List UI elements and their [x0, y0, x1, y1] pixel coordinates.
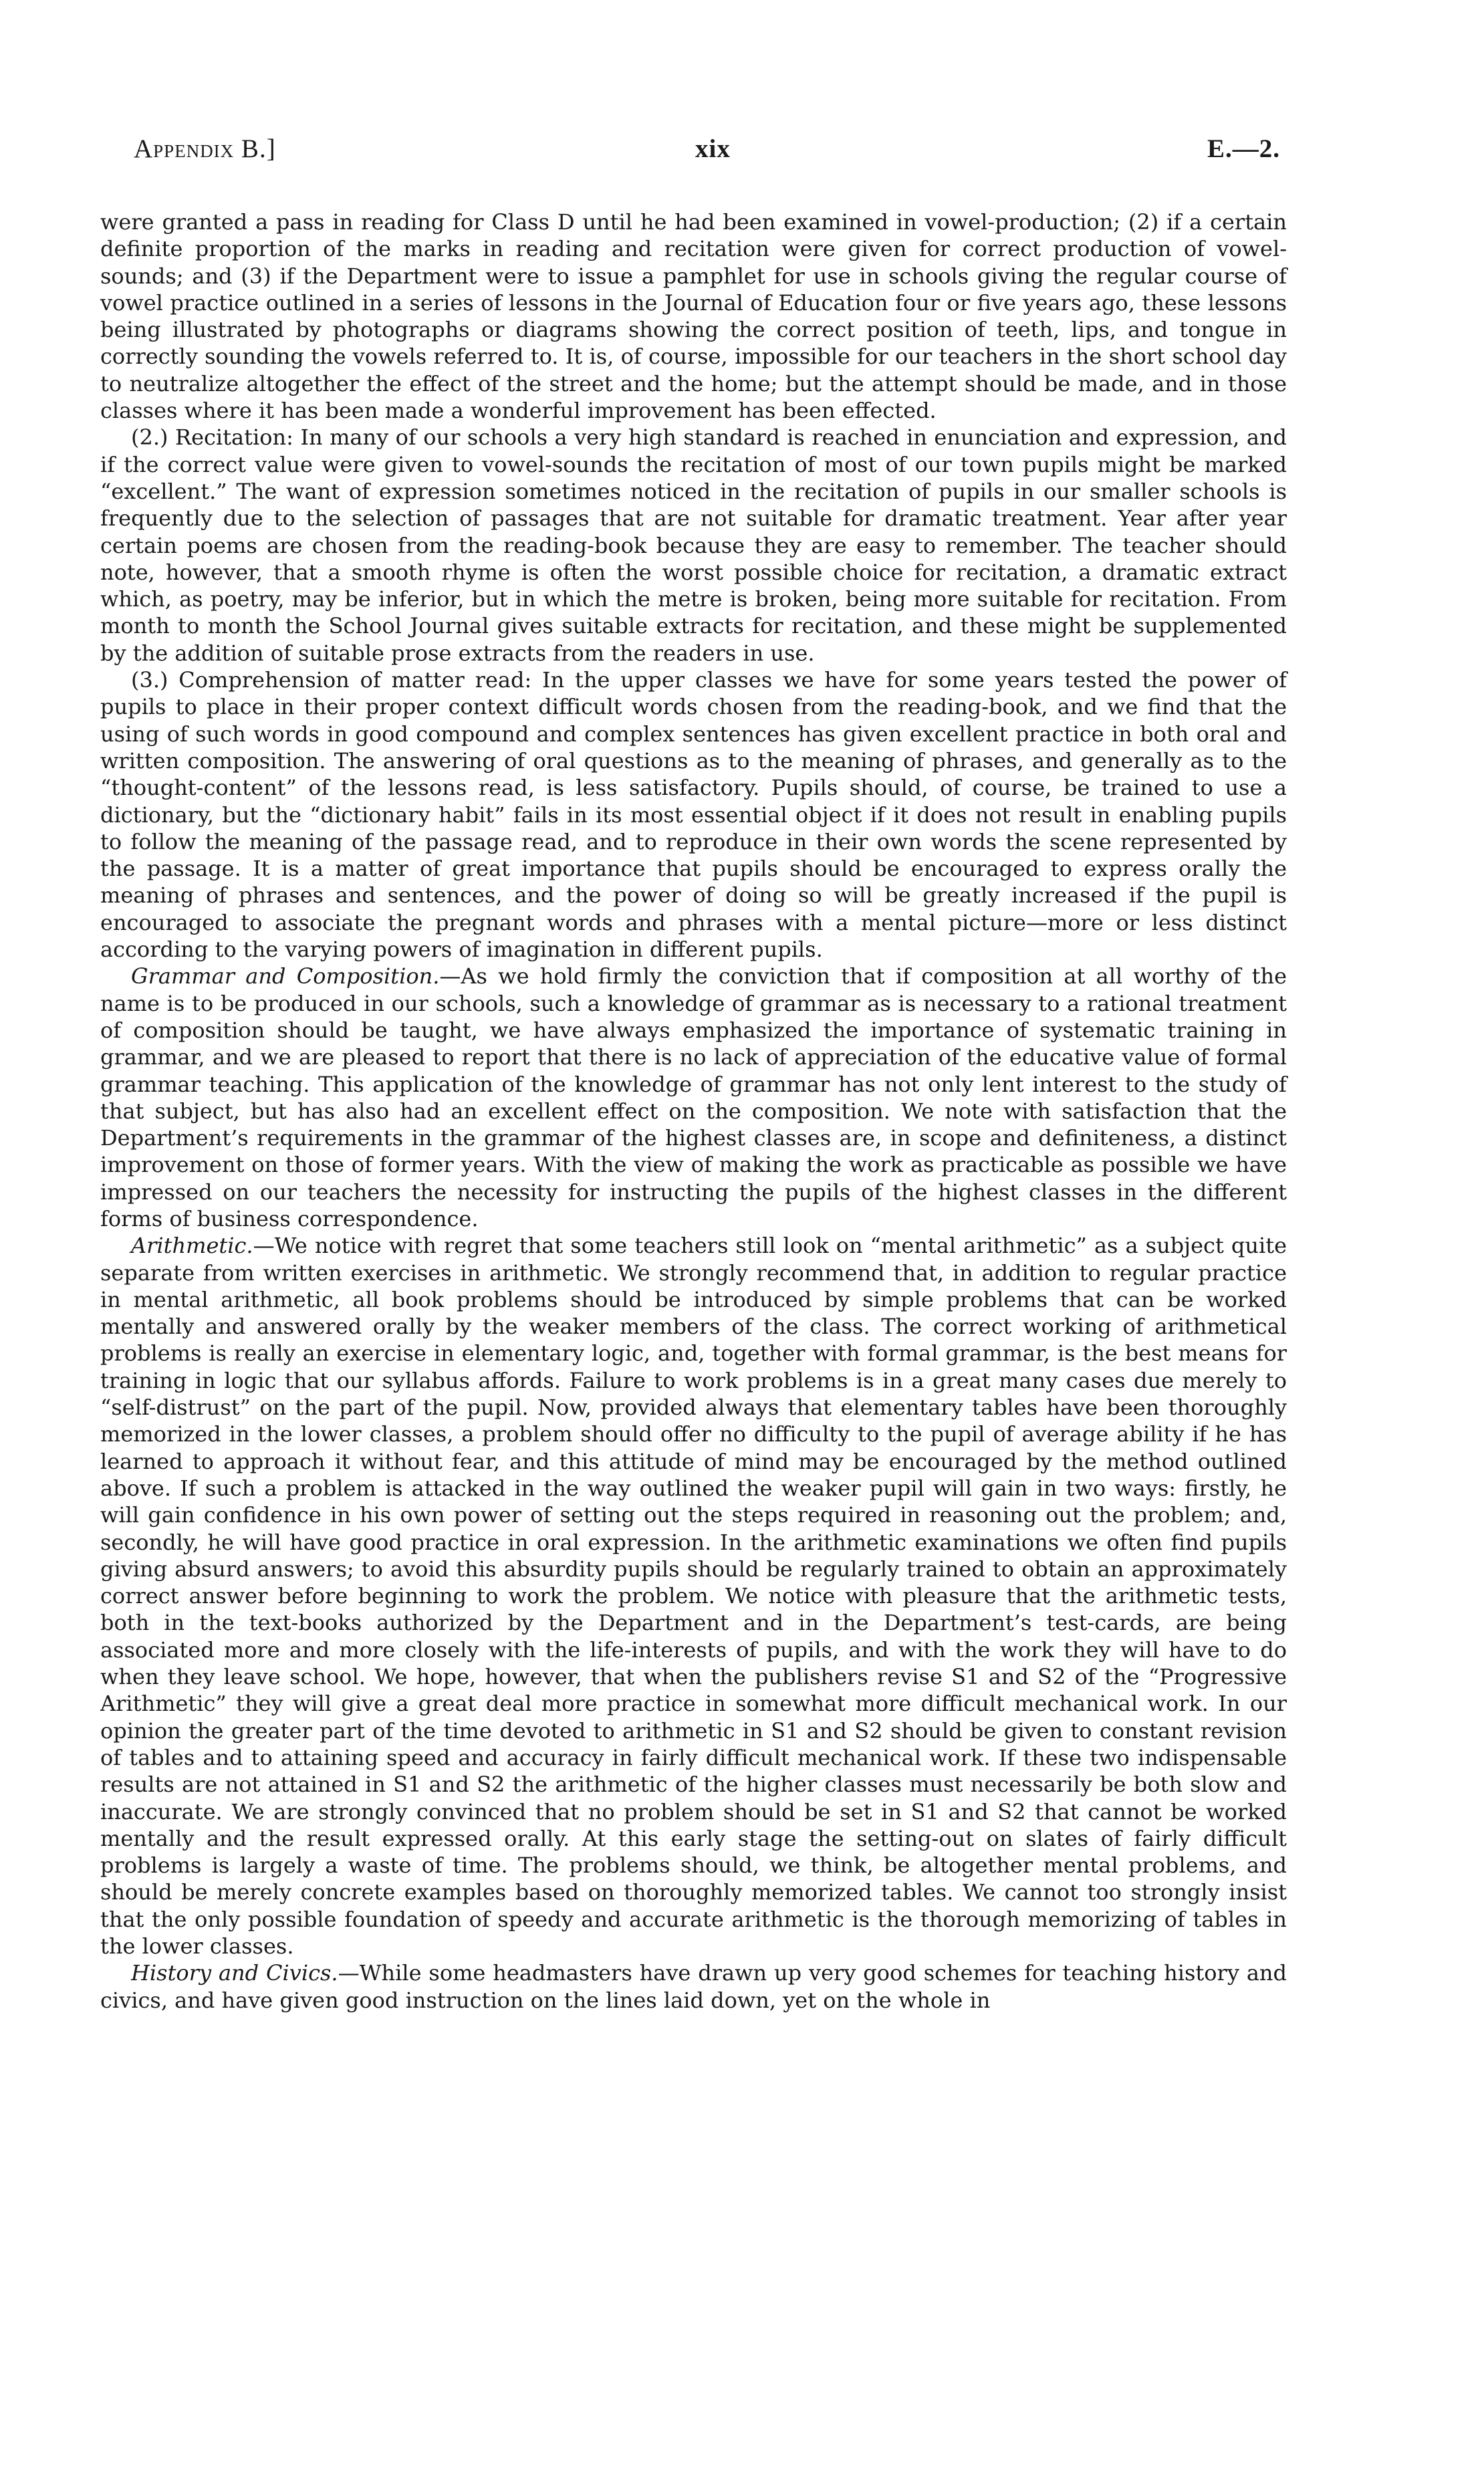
paragraph-comprehension [100, 667, 1287, 963]
body-text [100, 209, 1287, 2014]
paragraph-text: —As we hold firmly the conviction that if composition at all worthy of the name is to be produced in our schools, such a knowledge of grammar as is necessary to a rational treatment of composition should be taught, we have always emphasized the importance of systematic training in grammar, and we are pleased to report that there is no lack of appreciation of the educative value of formal grammar teaching. This application of the knowledge of grammar has not only lent interest to the study of that subject, but has also had an excellent effect on the composition. We note with satisfaction that the Department’s requirements in the grammar of the highest classes are, in scope and definiteness, a distinct improvement on those of former years. With the view of making the work as practicable as possible we have impressed on our teachers the necessity for instructing the pupils of the highest classes in the different forms of business correspondence. [100, 963, 1287, 1231]
paragraph-vowel-production [100, 209, 1287, 424]
paragraph-text: (3.) Comprehension of matter read: In the upper classes we have for some years tested the power of pupils to place in their proper context difficult words chosen from the reading-book, and we find that the using of such words in good compound and complex sentences has given excellent practice in both oral and written composition. The answering of oral questions as to the meaning of phrases, and generally as to the “thought-content” of the lessons read, is less satisfactory. Pupils should, of course, be trained to use a dictionary, but the “dictionary habit” fails in its most essential object if it does not result in enabling pupils to follow the meaning of the passage read, and to reproduce in their own words the scene represented by the passage. It is a matter of great importance that pupils should be encouraged to express orally the meaning of phrases and sentences, and the power of doing so will be greatly increased if the pupil is encouraged to associate the pregnant words and phrases with a mental picture—more or less distinct according to the varying powers of imagination in different pupils. [100, 667, 1287, 963]
paragraph-recitation [100, 424, 1287, 667]
paragraph-grammar-composition [100, 963, 1287, 1232]
header-appendix-label: Appendix B.] [134, 134, 276, 163]
paragraph-heading: Arithmetic. [131, 1233, 253, 1259]
paragraph-text: —While some headmasters have drawn up very good schemes for teaching history and civics, and have given good instruction on the lines laid down, yet on the whole in [100, 1960, 1287, 2013]
page-header [134, 134, 1280, 174]
paragraph-heading: Grammar and Composition. [131, 963, 440, 989]
paragraph-text: —We notice with regret that some teachers still look on “mental arithmetic” as a subject quite separate from written exercises in arithmetic. We strongly recommend that, in addition to regular practice in mental arithmetic, all book problems should be introduced by simple problems that can be worked mentally and answered orally by the weaker members of the class. The correct working of arithmetical problems is really an exercise in elementary logic, and, together with formal grammar, is the best means for training in logic that our syllabus affords. Failure to work problems is in a great many cases due merely to “self-distrust” on the part of the pupil. Now, provided always that elementary tables have been thoroughly memorized in the lower classes, a problem should offer no difficulty to the pupil of average ability if he has learned to approach it without fear, and this attitude of mind may be encouraged by the method outlined above. If such a problem is attacked in the way outlined the weaker pupil will gain in two ways: firstly, he will gain confidence in his own power of setting out the steps required in reasoning out the problem; and, secondly, he will have good practice in oral expression. In the arithmetic examinations we often find pupils giving absurd answers; to avoid this absurdity pupils should be regularly trained to obtain an approximately correct answer before beginning to work the problem. We notice with pleasure that the arithmetic tests, both in the text-books authorized by the Department and in the Department’s test-cards, are being associated more and more closely with the life-interests of pupils, and with the work they will have to do when they leave school. We hope, however, that when the publishers revise S1 and S2 of the “Progressive Arithmetic” they will give a great deal more practice in somewhat more difficult mechanical work. In our opinion the greater part of the time devoted to arithmetic in S1 and S2 should be given to constant revision of tables and to attaining speed and accuracy in fairly difficult mechanical work. If these two indispensable results are not attained in S1 and S2 the arithmetic of the higher classes must necessarily be both slow and inaccurate. We are strongly convinced that no problem should be set in S1 and S2 that cannot be worked mentally and the result expressed orally. At this early stage the setting-out on slates of fairly difficult problems is largely a waste of time. The problems should, we think, be altogether mental problems, and should be merely concrete examples based on thoroughly memorized tables. We cannot too strongly insist that the only possible foundation of speedy and accurate arithmetic is the thorough memorizing of tables in the lower classes. [100, 1233, 1287, 1959]
paragraph-text: (2.) Recitation: In many of our schools a very high standard is reached in enunciation and expression, and if the correct value were given to vowel-sounds the recitation of most of our town pupils might be marked “excellent.” The want of expression sometimes noticed in the recitation of pupils in our smaller schools is frequently due to the selection of passages that are not suitable for dramatic treatment. Year after year certain poems are chosen from the reading-book because they are easy to remember. The teacher should note, however, that a smooth rhyme is often the worst possible choice for recitation, a dramatic extract which, as poetry, may be inferior, but in which the metre is broken, being more suitable for recitation. From month to month the School Journal gives suitable extracts for recitation, and these might be supplemented by the addition of suitable prose extracts from the readers in use. [100, 425, 1287, 666]
paragraph-text: were granted a pass in reading for Class D until he had been examined in vowel-production; (2) if a certain definite proportion of the marks in reading and recitation were given for correct production of vowel-sounds; and (3) if the Department were to issue a pamphlet for use in schools giving the regular course of vowel practice outlined in a series of lessons in the Journal of Education four or five years ago, these lessons being illustrated by photographs or diagrams showing the correct position of teeth, lips, and tongue in correctly sounding the vowels referred to. It is, of course, impossible for our teachers in the short school day to neutralize altogether the effect of the street and the home; but the attempt should be made, and in those classes where it has been made a wonderful improvement has been effected. [100, 209, 1287, 424]
paragraph-arithmetic [100, 1232, 1287, 1960]
document-code: E.—2. [1207, 134, 1280, 163]
page-number: xix [695, 134, 731, 163]
paragraph-heading: History and Civics. [131, 1960, 338, 1986]
paragraph-history-civics [100, 1960, 1287, 2014]
